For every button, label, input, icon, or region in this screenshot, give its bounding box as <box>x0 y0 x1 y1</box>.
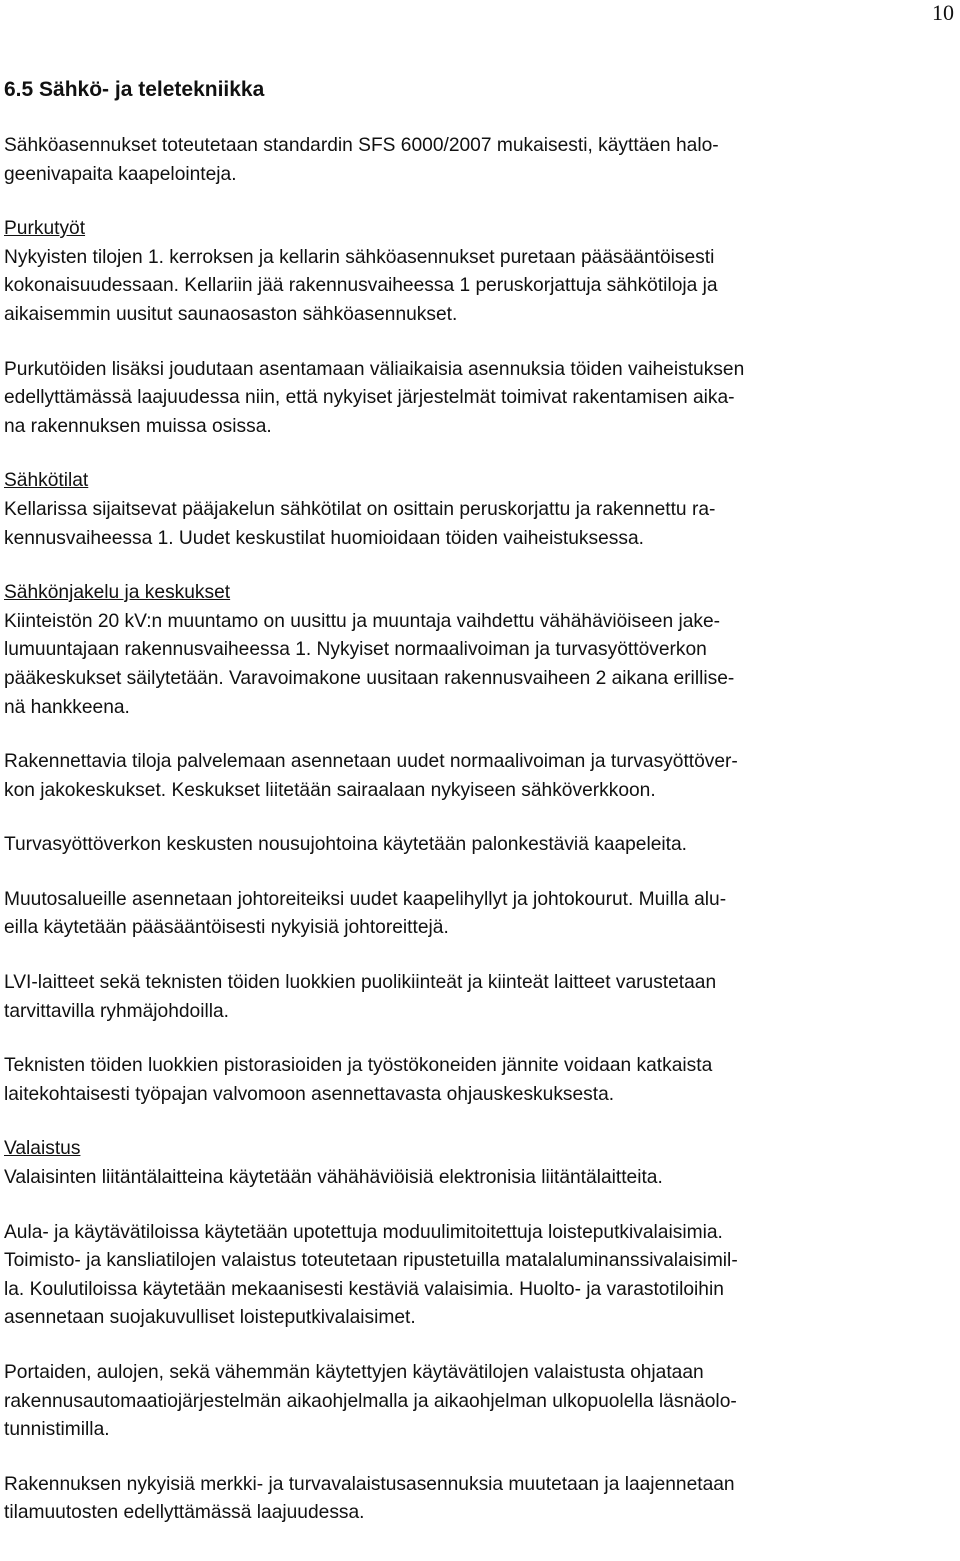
sahkonjakelu-section <box>4 579 956 722</box>
text-line: kokonaisuudessaan. Kellariin jää rakennusvaiheessa 1 peruskorjattuja sähkötiloja ja <box>4 275 718 297</box>
paragraph <box>4 1052 956 1109</box>
text-line: Sähköasennukset toteutetaan standardin SFS 6000/2007 mukaisesti, käyttäen halo- <box>4 135 719 156</box>
text-line: tunnistimilla. <box>4 1419 110 1441</box>
paragraph <box>4 969 956 1026</box>
text-line: Turvasyöttöverkon keskusten nousujohtoina käytetään palonkestäviä kaapeleita. <box>4 834 688 856</box>
text-line: kennusvaiheessa 1. Uudet keskustilat huomioidaan töiden vaiheistuksessa. <box>4 527 644 549</box>
text-line: Valaisinten liitäntälaitteina käytetään vähähäviöisiä elektronisia liitäntälaitteita. <box>4 1167 663 1189</box>
text-line: na rakennuksen muissa osissa. <box>4 415 272 437</box>
text-line: nä hankkeena. <box>4 696 130 718</box>
text-line: laitekohtaisesti työpajan valvomoon asennettavasta ohjauskeskuksesta. <box>4 1083 615 1105</box>
text-line: Teknisten töiden luokkien pistorasioiden ja työstökoneiden jännite voidaan katkaista <box>4 1055 713 1077</box>
paragraph <box>4 831 956 860</box>
paragraph <box>4 1359 956 1445</box>
text-line: kon jakokeskukset. Keskukset liitetään sairaalaan nykyiseen sähköverkkoon. <box>4 779 656 801</box>
text-line: Purkutöiden lisäksi joudutaan asentamaan väliaikaisia asennuksia töiden vaiheistuksen <box>4 358 745 380</box>
text-line: asennetaan suojakuvulliset loisteputkivalaisimet. <box>4 1307 416 1329</box>
subheading-valaistus: Valaistus <box>4 1138 81 1160</box>
paragraph <box>4 1471 956 1528</box>
text-line: Nykyisten tilojen 1. kerroksen ja kellarin sähköasennukset puretaan pääsääntöisesti <box>4 246 715 268</box>
section-heading: 6.5 Sähkö- ja teletekniikka <box>4 78 265 101</box>
text-line: eilla käytetään pääsääntöisesti nykyisiä johtoreittejä. <box>4 917 449 939</box>
subheading-sahkotilat: Sähkötilat <box>4 470 89 492</box>
text-line: Aula- ja käytävätiloissa käytetään upotettuja moduulimitoitettuja loisteputkivalaisimia. <box>4 1221 723 1243</box>
intro-paragraph <box>4 132 956 189</box>
paragraph <box>4 748 956 805</box>
text-line: Kiinteistön 20 kV:n muuntamo on uusittu ja muuntaja vaihdettu vähähäviöiseen jake- <box>4 610 721 632</box>
page-number: 10 <box>932 0 954 25</box>
text-line: aikaisemmin uusitut saunaosaston sähköasennukset. <box>4 303 458 325</box>
subheading-purkutyot: Purkutyöt <box>4 218 86 240</box>
text-line: LVI-laitteet sekä teknisten töiden luokkien puolikiinteät ja kiinteät laitteet varustetaan <box>4 972 717 994</box>
text-line: tarvittavilla ryhmäjohdoilla. <box>4 1000 230 1022</box>
text-line: Portaiden, aulojen, sekä vähemmän käytettyjen käytävätilojen valaistusta ohjataan <box>4 1362 704 1383</box>
text-line: geenivapaita kaapelointeja. <box>4 163 237 185</box>
text-line: lumuuntajaan rakennusvaiheessa 1. Nykyiset normaalivoiman ja turvasyöttöverkon <box>4 639 707 661</box>
text-line: Rakennuksen nykyisiä merkki- ja turvavalaistusasennuksia muutetaan ja laajennetaan <box>4 1473 735 1495</box>
subheading-sahkonjakelu: Sähkönjakelu ja keskukset <box>4 582 231 604</box>
document-body <box>4 132 956 1528</box>
valaistus-section <box>4 1135 956 1192</box>
text-line: rakennusautomaatiojärjestelmän aikaohjelmalla ja aikaohjelman ulkopuolella läsnäolo- <box>4 1390 737 1412</box>
text-line: Kellarissa sijaitsevat pääjakelun sähkötilat on osittain peruskorjattu ja rakennettu ra- <box>4 498 716 520</box>
text-line: pääkeskukset säilytetään. Varavoimakone uusitaan rakennusvaiheen 2 aikana erillise- <box>4 667 735 689</box>
text-line: tilamuutosten edellyttämässä laajuudessa. <box>4 1502 365 1524</box>
text-line: Toimisto- ja kansliatilojen valaistus toteutetaan ripustetuilla matalaluminanssivalaisimil- <box>4 1250 738 1272</box>
text-line: edellyttämässä laajuudessa niin, että nykyiset järjestelmät toimivat rakentamisen aika- <box>4 387 735 409</box>
purkutyot-section <box>4 215 956 329</box>
paragraph <box>4 886 956 943</box>
text-line: la. Koulutiloissa käytetään mekaanisesti kestäviä valaisimia. Huolto- ja varastotiloihin <box>4 1278 724 1300</box>
text-line: Rakennettavia tiloja palvelemaan asennetaan uudet normaalivoiman ja turvasyöttöver- <box>4 751 738 773</box>
sahkotilat-section <box>4 467 956 553</box>
text-line: Muutosalueille asennetaan johtoreiteiksi uudet kaapelihyllyt ja johtokourut. Muilla alu- <box>4 888 727 910</box>
paragraph <box>4 356 956 442</box>
paragraph <box>4 1219 956 1333</box>
